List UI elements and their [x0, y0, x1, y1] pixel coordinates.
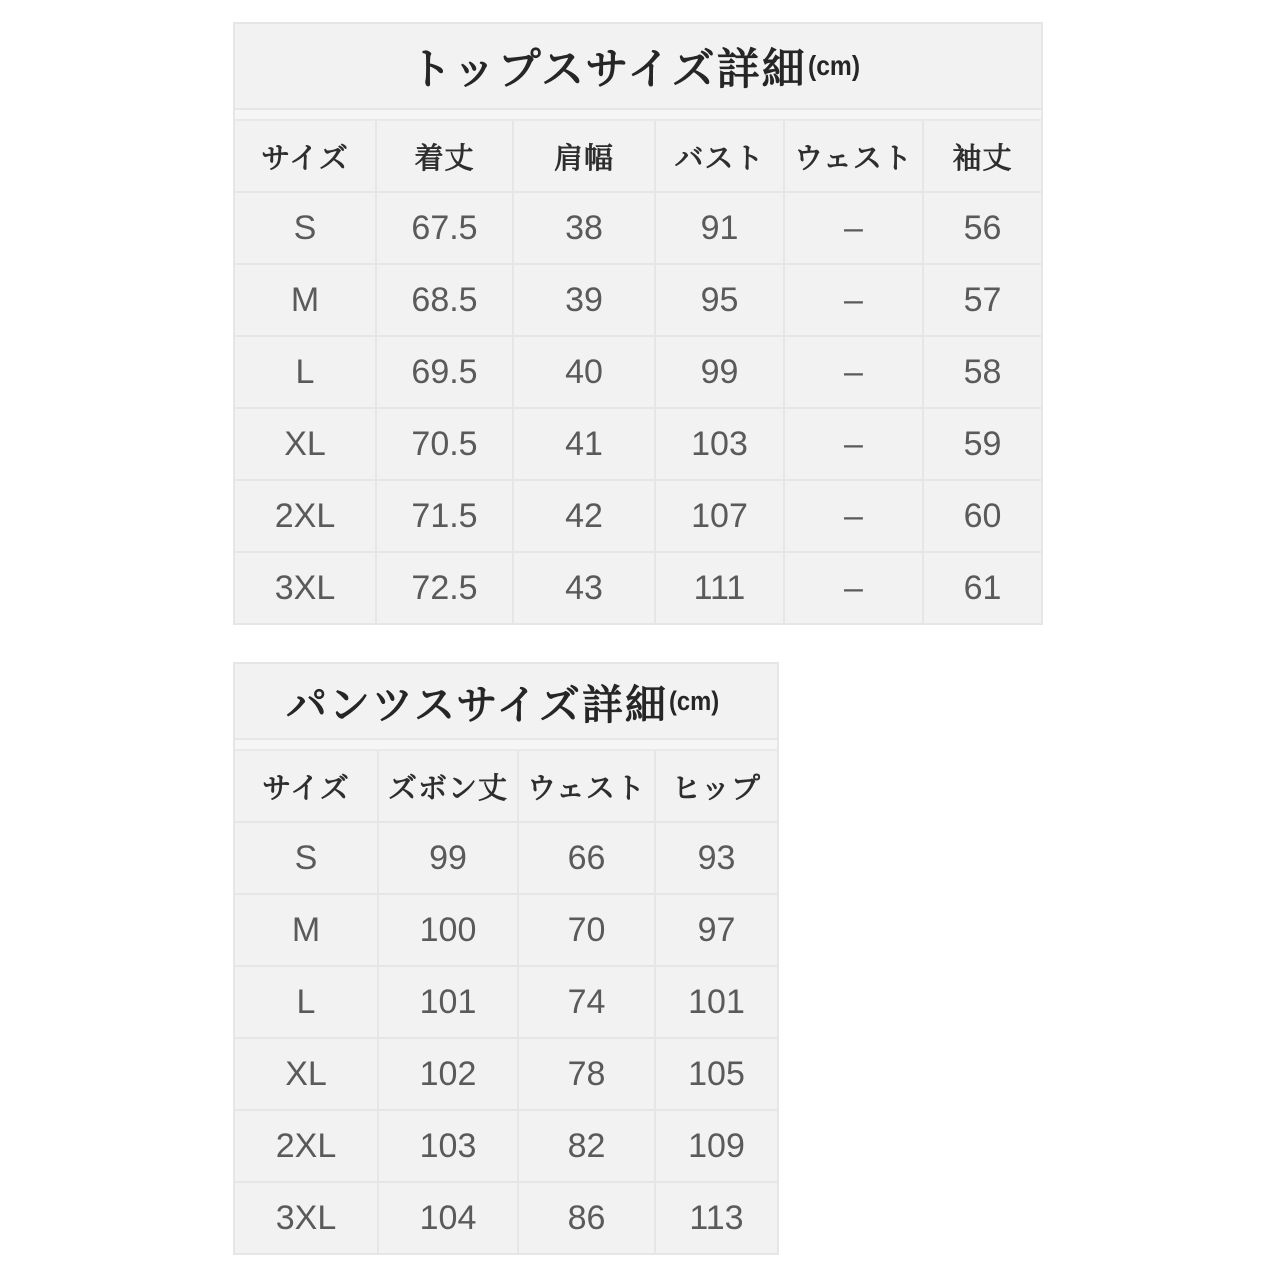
tops-cell: XL	[235, 409, 375, 479]
pants-table-grid	[235, 751, 777, 1253]
pants-cell: 70	[519, 895, 654, 965]
tops-cell: 39	[514, 265, 654, 335]
tops-cell: 70.5	[377, 409, 512, 479]
tops-cell: –	[785, 409, 922, 479]
pants-cell: 74	[519, 967, 654, 1037]
pants-cell: 100	[379, 895, 517, 965]
tops-cell: 61	[924, 553, 1041, 623]
pants-cell: 105	[656, 1039, 777, 1109]
tops-cell: –	[785, 337, 922, 407]
tops-cell: 91	[656, 193, 783, 263]
pants-cell: 101	[379, 967, 517, 1037]
pants-cell: 101	[656, 967, 777, 1037]
pants-cell: 99	[379, 823, 517, 893]
tops-table-title	[235, 24, 1041, 110]
tops-cell: 56	[924, 193, 1041, 263]
pants-cell: 2XL	[235, 1111, 377, 1181]
pants-cell: 104	[379, 1183, 517, 1253]
tops-cell: 58	[924, 337, 1041, 407]
pants-cell: 66	[519, 823, 654, 893]
pants-cell: S	[235, 823, 377, 893]
pants-title-text: パンツスサイズ詳細	[285, 681, 669, 728]
tops-cell: 69.5	[377, 337, 512, 407]
tops-header-size: サイズ	[235, 121, 375, 191]
pants-cell: 82	[519, 1111, 654, 1181]
tops-cell: 41	[514, 409, 654, 479]
tops-cell: –	[785, 553, 922, 623]
pants-title-unit: (cm)	[669, 685, 720, 716]
pants-size-table	[233, 662, 779, 1255]
tops-cell: 42	[514, 481, 654, 551]
tops-cell: 43	[514, 553, 654, 623]
tops-header-bust: バスト	[656, 121, 783, 191]
tops-cell: 67.5	[377, 193, 512, 263]
tops-cell: 40	[514, 337, 654, 407]
pants-cell: L	[235, 967, 377, 1037]
tops-cell: 38	[514, 193, 654, 263]
tops-title-divider	[235, 110, 1041, 121]
pants-table-title	[235, 664, 777, 740]
pants-cell: 113	[656, 1183, 777, 1253]
tops-size-table	[233, 22, 1043, 625]
pants-cell: 109	[656, 1111, 777, 1181]
tops-cell: 59	[924, 409, 1041, 479]
tops-header-sleeve: 袖丈	[924, 121, 1041, 191]
pants-header-hip: ヒップ	[656, 751, 777, 821]
tops-title-text: トップスサイズ詳細	[409, 45, 807, 94]
tops-cell: L	[235, 337, 375, 407]
pants-cell: 103	[379, 1111, 517, 1181]
pants-cell: 93	[656, 823, 777, 893]
tops-table-grid	[235, 121, 1041, 623]
tops-cell: 103	[656, 409, 783, 479]
tops-cell: M	[235, 265, 375, 335]
tops-header-shoulder: 肩幅	[514, 121, 654, 191]
tops-cell: 95	[656, 265, 783, 335]
tops-cell: 71.5	[377, 481, 512, 551]
tops-cell: 72.5	[377, 553, 512, 623]
tops-cell: S	[235, 193, 375, 263]
pants-header-length: ズボン丈	[379, 751, 517, 821]
tops-cell: 68.5	[377, 265, 512, 335]
pants-cell: 78	[519, 1039, 654, 1109]
pants-cell: M	[235, 895, 377, 965]
pants-title-divider	[235, 740, 777, 751]
tops-cell: 3XL	[235, 553, 375, 623]
tops-cell: 60	[924, 481, 1041, 551]
tops-header-waist: ウェスト	[785, 121, 922, 191]
pants-header-waist: ウェスト	[519, 751, 654, 821]
tops-header-length: 着丈	[377, 121, 512, 191]
tops-cell: 107	[656, 481, 783, 551]
tops-cell: –	[785, 193, 922, 263]
pants-cell: XL	[235, 1039, 377, 1109]
pants-cell: 86	[519, 1183, 654, 1253]
tops-cell: 111	[656, 553, 783, 623]
pants-cell: 102	[379, 1039, 517, 1109]
tops-title-unit: (cm)	[807, 50, 860, 81]
pants-cell: 97	[656, 895, 777, 965]
pants-header-size: サイズ	[235, 751, 377, 821]
tops-cell: –	[785, 481, 922, 551]
tops-cell: 99	[656, 337, 783, 407]
tops-cell: 57	[924, 265, 1041, 335]
pants-cell: 3XL	[235, 1183, 377, 1253]
tops-cell: –	[785, 265, 922, 335]
tops-cell: 2XL	[235, 481, 375, 551]
